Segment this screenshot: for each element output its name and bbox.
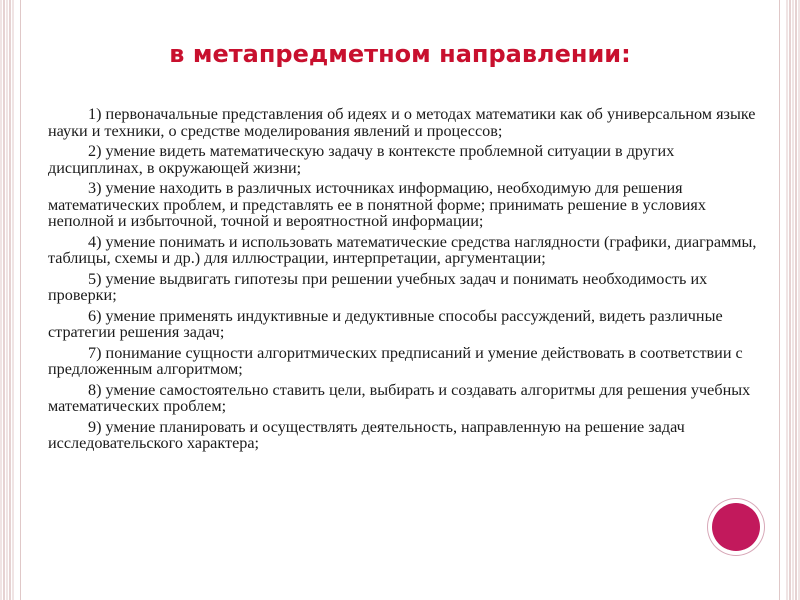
decorative-circle xyxy=(712,503,760,551)
list-item: 6) умение применять индуктивные и дедуктивные способы рассуждений, видеть различные стратегии решения задач; xyxy=(48,306,723,341)
right-decorative-strip xyxy=(786,0,800,600)
list-item: 7) понимание сущности алгоритмических предписаний и умение действовать в соответствии с предложенным алгоритмом; xyxy=(48,343,743,378)
list-item: 4) умение понимать и использовать математические средства наглядности (графики, диаграммы, таблицы, схемы и др.) для иллюстрации, интерпретации, аргументации; xyxy=(48,232,757,267)
list-item: 3) умение находить в различных источниках информацию, необходимую для решения математических проблем, и представлять ее в понятной форме; принимать решение в условиях неполной и избыточной, точной и вероятностной информации; xyxy=(48,179,706,230)
slide-body xyxy=(48,106,770,456)
right-frame-line xyxy=(779,0,780,600)
list-item: 9) умение планировать и осуществлять деятельность, направленную на решение задач исследовательского характера; xyxy=(48,417,685,452)
list-item: 5) умение выдвигать гипотезы при решении учебных задач и понимать необходимость их проверки; xyxy=(48,269,708,304)
slide-title: в метапредметном направлении: xyxy=(169,40,631,68)
list-item: 2) умение видеть математическую задачу в контексте проблемной ситуации в других дисциплинах, в окружающей жизни; xyxy=(48,142,675,177)
left-decorative-strip xyxy=(0,0,14,600)
list-item: 8) умение самостоятельно ставить цели, выбирать и создавать алгоритмы для решения учебных математических проблем; xyxy=(48,380,751,415)
left-frame-line xyxy=(20,0,21,600)
list-item: 1) первоначальные представления об идеях и о методах математики как об универсальном языке науки и техники, о средстве моделирования явлений и процессов; xyxy=(48,105,756,140)
